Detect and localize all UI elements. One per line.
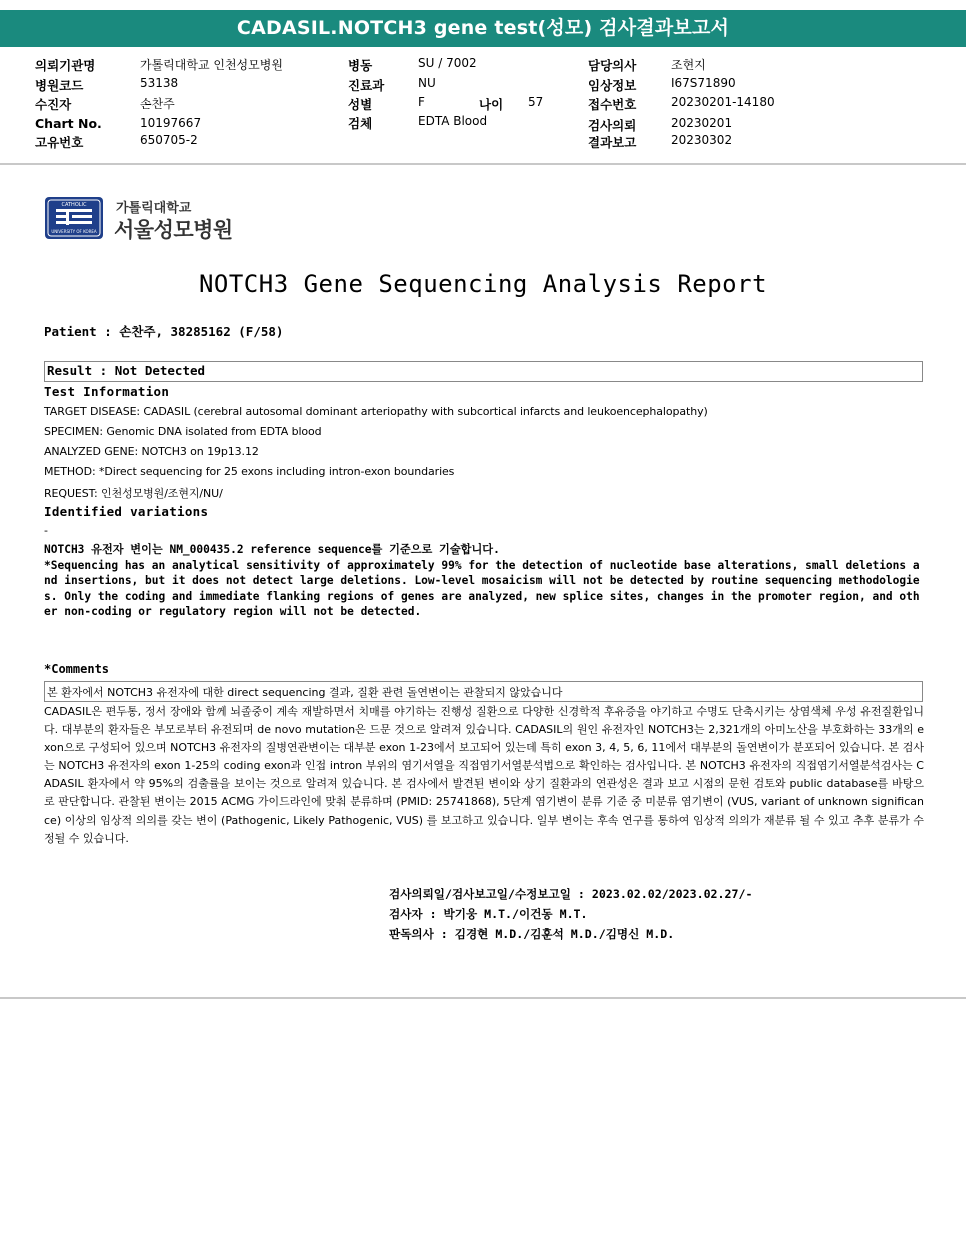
reading-doctor-line: 판독의사 : 김경현 M.D./김훈석 M.D./김명신 M.D. <box>389 927 675 941</box>
age-value: 57 <box>528 95 544 109</box>
emblem-top-text: CATHOLIC <box>61 202 87 208</box>
doctor-label: 담당의사 <box>588 58 637 73</box>
patient-name-value: 손찬주 <box>140 97 175 111</box>
hospital-code-label: 병원코드 <box>35 78 84 93</box>
tester-line: 검사자 : 박기웅 M.T./이건동 M.T. <box>389 907 588 921</box>
reference-sequence-note: NOTCH3 유전자 변이는 NM_000435.2 reference sequence를 기준으로 기술합니다. <box>44 543 500 556</box>
emblem-bottom-text: UNIVERSITY OF KOREA <box>51 229 97 234</box>
chart-no-label: Chart No. <box>35 116 102 131</box>
report-banner-title: CADASIL.NOTCH3 gene test(성모) 검사결과보고서 <box>0 10 966 47</box>
logo-university-text: 가톨릭대학교 <box>116 201 192 216</box>
unique-id-value: 650705-2 <box>140 133 198 147</box>
target-disease-line: TARGET DISEASE: CADASIL (cerebral autosomal dominant arteriopathy with subcortical infarcts and leukoencephalopathy) <box>44 405 708 418</box>
sex-label: 성별 <box>348 97 373 112</box>
footer-divider <box>0 997 966 999</box>
institution-value: 가톨릭대학교 인천성모병원 <box>140 58 283 72</box>
comment-body: CADASIL은 편두통, 정서 장애와 함께 뇌졸중이 계속 재발하면서 치매를 야기하는 진행성 질환으로 다양한 신경학적 후유증을 야기하고 수명도 단축시키는 상염색체 우성 유전질환입니다. 대부분의 환자들은 부모로부터 유전되며 de novo mutation은 드문 것으로 알려져 있습니다. CADASIL의 원인 유전자인 NOTCH3는 2,321개의 아미노산을 부호화하는 33개의 exon으로 구성되어 있으며 NOTCH3 유전자의 질병연관변이는 대부분 exon 1-23에서 보고되어 있는데 특히 exon 3, 4, 5, 6, 11에서 대부분의 돌연변이가 분포되어 있습니다. 본 검사는 NOTCH3 유전자의 exon 1-25의 coding exon과 인접 intron 부위의 염기서열을 직접염기서열분석법으로 확인하는 검사입니다. 본 NOTCH3 유전자의 직접염기서열분석검사는 CADASIL 환자에서 약 95%의 검출률을 보이는 것으로 알려져 있습니다. 본 검사에서 발견된 변이와 상기 질환과의 연관성은 결과 보고 시점의 문헌 검토와 public database를 바탕으로 판단합니다. 관찰된 변이는 2015 ACMG 가이드라인에 맞춰 분류하며 (PMID: 25741868), 5단계 염기변이 분류 기준 중 미분류 염기변이 (VUS, variant of unknown significance) 이상의 임상적 의의를 갖는 변이 (Pathogenic, Likely Pathogenic, VUS) 를 보고하고 있습니다. 일부 변이는 후속 연구를 통하여 임상적 의의가 재분류 될 수 있고 추후 분류가 수정될 수 있습니다. <box>44 705 924 845</box>
report-date-value: 20230302 <box>671 133 733 147</box>
clinical-info-label: 임상정보 <box>588 78 637 93</box>
header-divider <box>0 163 966 165</box>
test-information-heading: Test Information <box>44 384 170 399</box>
sensitivity-note: *Sequencing has an analytical sensitivity of approximately 99% for the detection of nucleotide base alterations, small deletions and insertions, but it does not detect large deletions. Low-level mosaicism will not be detected by routine sequencing methodologies. Only the coding and immediate flanking regions of genes are analyzed, new splice sites, changes in the promoter region, and other non-coding or regulatory region will not be detected. <box>44 558 920 619</box>
request-date-label: 검사의뢰 <box>588 118 637 133</box>
institution-label: 의뢰기관명 <box>35 58 96 73</box>
method-notes <box>44 542 924 620</box>
request-date-value: 20230201 <box>671 116 733 130</box>
accession-label: 접수번호 <box>588 97 637 112</box>
hospital-logo <box>44 196 244 242</box>
request-line: REQUEST: 인천성모병원/조현지/NU/ <box>44 487 223 500</box>
age-label: 나이 <box>479 97 504 112</box>
sex-value: F <box>418 95 425 109</box>
clinical-info-value: I67S71890 <box>671 76 736 90</box>
department-label: 진료과 <box>348 78 385 93</box>
result-box: Result : Not Detected <box>44 361 923 382</box>
report-dates-line: 검사의뢰일/검사보고일/수정보고일 : 2023.02.02/2023.02.27/- <box>389 887 753 901</box>
patient-line: Patient : 손찬주, 38285162 (F/58) <box>44 324 284 339</box>
patient-name-label: 수진자 <box>35 97 72 112</box>
ward-label: 병동 <box>348 58 373 73</box>
ward-value: SU / 7002 <box>418 56 477 70</box>
logo-hospital-text: 서울성모병원 <box>114 218 233 242</box>
comments-heading: *Comments <box>44 662 110 676</box>
doctor-value: 조현지 <box>671 58 706 72</box>
report-title: NOTCH3 Gene Sequencing Analysis Report <box>198 270 768 298</box>
comment-summary-box: 본 환자에서 NOTCH3 유전자에 대한 direct sequencing 결과, 질환 관련 돌연변이는 관찰되지 않았습니다 <box>44 681 923 702</box>
report-date-label: 결과보고 <box>588 135 637 150</box>
chart-no-value: 10197667 <box>140 116 202 130</box>
patient-header <box>0 54 966 154</box>
identified-variations-heading: Identified variations <box>44 504 209 519</box>
department-value: NU <box>418 76 436 90</box>
analyzed-gene-line: ANALYZED GENE: NOTCH3 on 19p13.12 <box>44 445 259 458</box>
unique-id-label: 고유번호 <box>35 135 84 150</box>
specimen-label: 검체 <box>348 116 373 131</box>
hospital-emblem-icon <box>44 196 104 240</box>
specimen-value: EDTA Blood <box>418 114 488 128</box>
identified-variations-value: - <box>44 524 48 537</box>
method-line: METHOD: *Direct sequencing for 25 exons including intron-exon boundaries <box>44 465 455 478</box>
accession-value: 20230201-14180 <box>671 95 775 109</box>
specimen-line: SPECIMEN: Genomic DNA isolated from EDTA blood <box>44 425 322 438</box>
hospital-code-value: 53138 <box>140 76 179 90</box>
